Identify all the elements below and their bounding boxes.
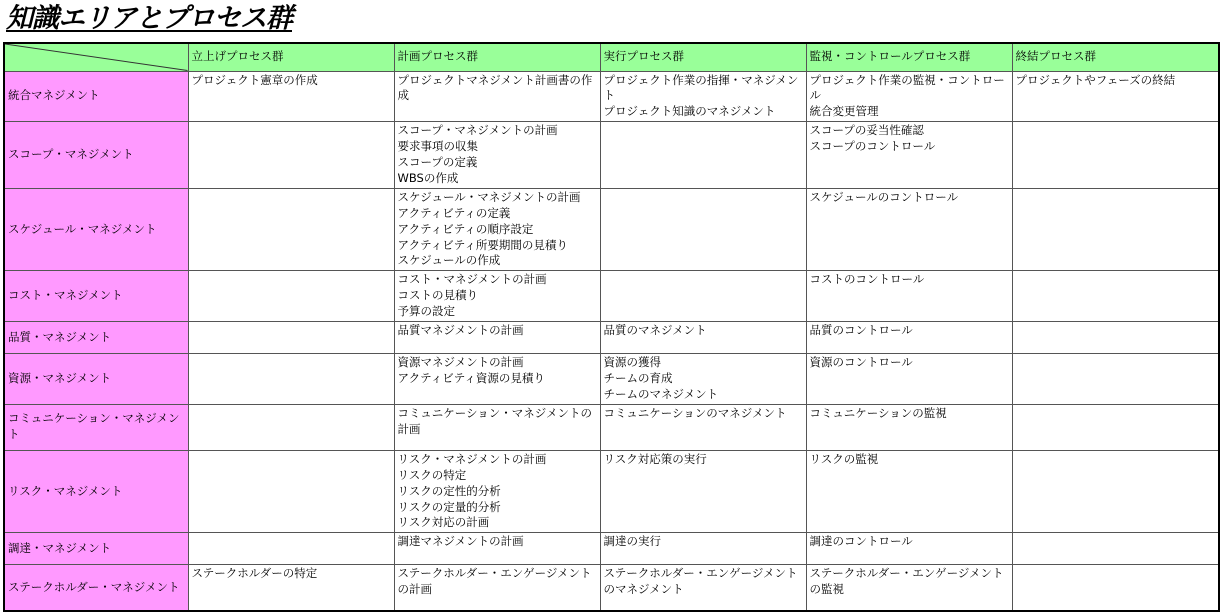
cell-risk-planning xyxy=(394,450,600,533)
process-item: WBSの作成 xyxy=(397,170,459,185)
cell-integration-closing xyxy=(1012,71,1219,122)
process-item: リスク・マネジメントの計画 xyxy=(397,451,547,466)
process-item: チームの育成 xyxy=(603,371,673,385)
cell-stakeholder-initiating xyxy=(188,565,394,611)
cell-risk-executing xyxy=(600,450,806,533)
process-item: プロジェクト作業の監視・コントロール xyxy=(809,72,1005,103)
cell-resource-planning xyxy=(394,354,600,405)
cell-communications-executing xyxy=(600,404,806,450)
table-row-risk xyxy=(4,450,1219,533)
cell-stakeholder-monitoring xyxy=(806,565,1012,611)
process-item: コミュニケーションの監視 xyxy=(809,405,947,420)
table-row-communications xyxy=(4,404,1219,450)
column-header-executing: 実行プロセス群 xyxy=(600,43,806,71)
cell-communications-closing xyxy=(1012,404,1219,450)
table-row-schedule xyxy=(4,188,1219,271)
row-header-resource: 資源・マネジメント xyxy=(4,354,188,405)
process-item: 統合変更管理 xyxy=(809,104,879,119)
cell-risk-monitoring xyxy=(806,450,1012,533)
cell-scope-monitoring xyxy=(806,122,1012,189)
process-item: リスクの定性的分析 xyxy=(397,483,501,498)
process-item: スケジュールのコントロール xyxy=(809,189,959,204)
cell-procurement-closing xyxy=(1012,533,1219,565)
cell-stakeholder-closing xyxy=(1012,565,1219,611)
cell-cost-monitoring xyxy=(806,271,1012,322)
cell-integration-monitoring xyxy=(806,71,1012,122)
corner-diagonal xyxy=(5,44,188,71)
column-header-initiating: 立上げプロセス群 xyxy=(188,43,394,71)
cell-quality-initiating xyxy=(188,322,394,354)
process-item: 品質のコントロール xyxy=(809,323,913,338)
process-item: 品質マネジメントの計画 xyxy=(397,323,524,338)
row-header-procurement: 調達・マネジメント xyxy=(4,533,188,565)
process-item: プロジェクト知識のマネジメント xyxy=(603,104,776,119)
column-header-planning: 計画プロセス群 xyxy=(394,43,600,71)
process-item: プロジェクトやフェーズの終結 xyxy=(1015,72,1176,87)
cell-procurement-executing xyxy=(600,533,806,565)
process-item: 予算の設定 xyxy=(397,304,455,319)
process-item: 資源の獲得 xyxy=(603,355,661,370)
cell-cost-executing xyxy=(600,271,806,322)
table-row-scope xyxy=(4,122,1219,189)
process-item: コミュニケーション・マネジメントの計画 xyxy=(397,405,592,436)
row-header-risk: リスク・マネジメント xyxy=(4,450,188,533)
process-item: アクティビティの順序設定 xyxy=(397,221,534,236)
row-header-cost: コスト・マネジメント xyxy=(4,271,188,322)
process-item: ステークホルダー・エンゲージメントの監視 xyxy=(809,566,1004,597)
row-header-integration: 統合マネジメント xyxy=(4,71,188,122)
table-row-cost xyxy=(4,271,1219,322)
process-item: アクティビティの定義 xyxy=(397,205,511,220)
row-header-quality: 品質・マネジメント xyxy=(4,322,188,354)
cell-resource-initiating xyxy=(188,354,394,405)
process-item: 資源のコントロール xyxy=(809,355,913,370)
cell-stakeholder-executing xyxy=(600,565,806,611)
table-row-stakeholder xyxy=(4,565,1219,611)
process-item: 資源マネジメントの計画 xyxy=(397,355,524,370)
process-item: ステークホルダーの特定 xyxy=(191,566,318,581)
cell-stakeholder-planning xyxy=(394,565,600,611)
process-item: スコープのコントロール xyxy=(809,139,936,154)
process-item: 要求事項の収集 xyxy=(397,139,478,154)
process-item: チームのマネジメント xyxy=(603,386,719,401)
process-matrix-table xyxy=(3,42,1220,612)
process-item: コストの見積り xyxy=(397,288,478,303)
cell-risk-closing xyxy=(1012,450,1219,533)
cell-resource-executing xyxy=(600,354,806,405)
process-item: スコープの妥当性確認 xyxy=(809,123,924,138)
cell-schedule-monitoring xyxy=(806,188,1012,271)
cell-quality-executing xyxy=(600,322,806,354)
cell-integration-initiating xyxy=(188,71,394,122)
cell-quality-planning xyxy=(394,322,600,354)
cell-scope-executing xyxy=(600,122,806,189)
process-item: プロジェクト作業の指揮・マネジメント xyxy=(603,72,799,103)
process-item: リスクの特定 xyxy=(397,467,467,482)
process-item: スコープ・マネジメントの計画 xyxy=(397,123,558,138)
process-item: 調達の実行 xyxy=(603,534,661,549)
process-item: ステークホルダー・エンゲージメントの計画 xyxy=(397,566,592,597)
process-item: スケジュールの作成 xyxy=(397,253,501,268)
cell-integration-planning xyxy=(394,71,600,122)
process-item: アクティビティ所要期間の見積り xyxy=(397,237,568,252)
process-item: 調達のコントロール xyxy=(809,534,913,549)
row-header-schedule: スケジュール・マネジメント xyxy=(4,188,188,271)
cell-communications-initiating xyxy=(188,404,394,450)
table-row-resource xyxy=(4,354,1219,405)
process-item: コミュニケーションのマネジメント xyxy=(603,405,787,420)
process-item: ステークホルダー・エンゲージメントのマネジメント xyxy=(603,566,798,597)
cell-schedule-planning xyxy=(394,188,600,271)
process-item: プロジェクトマネジメント計画書の作成 xyxy=(397,72,593,103)
column-header-monitoring: 監視・コントロールプロセス群 xyxy=(806,43,1012,71)
process-item: コスト・マネジメントの計画 xyxy=(397,272,547,287)
row-header-communications: コミュニケーション・マネジメント xyxy=(4,404,188,450)
process-item: コストのコントロール xyxy=(809,272,925,287)
page-title: 知識エリアとプロセス群 xyxy=(6,3,292,34)
cell-integration-executing xyxy=(600,71,806,122)
cell-cost-closing xyxy=(1012,271,1219,322)
process-item: リスク対応の計画 xyxy=(397,515,490,530)
cell-schedule-initiating xyxy=(188,188,394,271)
process-item: リスクの監視 xyxy=(809,451,879,466)
table-row-integration xyxy=(4,71,1219,122)
cell-scope-closing xyxy=(1012,122,1219,189)
process-item: プロジェクト憲章の作成 xyxy=(191,72,318,87)
cell-communications-planning xyxy=(394,404,600,450)
corner-cell xyxy=(4,43,188,71)
cell-procurement-monitoring xyxy=(806,533,1012,565)
row-header-scope: スコープ・マネジメント xyxy=(4,122,188,189)
cell-schedule-closing xyxy=(1012,188,1219,271)
cell-resource-monitoring xyxy=(806,354,1012,405)
cell-procurement-planning xyxy=(394,533,600,565)
cell-cost-planning xyxy=(394,271,600,322)
cell-quality-closing xyxy=(1012,322,1219,354)
process-item: リスク対応策の実行 xyxy=(603,451,707,466)
process-item: 品質のマネジメント xyxy=(603,323,707,338)
cell-quality-monitoring xyxy=(806,322,1012,354)
process-item: 調達マネジメントの計画 xyxy=(397,534,524,549)
cell-schedule-executing xyxy=(600,188,806,271)
table-row-quality xyxy=(4,322,1219,354)
cell-scope-initiating xyxy=(188,122,394,189)
process-item: リスクの定量的分析 xyxy=(397,499,501,514)
column-header-closing: 終結プロセス群 xyxy=(1012,43,1219,71)
cell-procurement-initiating xyxy=(188,533,394,565)
cell-resource-closing xyxy=(1012,354,1219,405)
cell-cost-initiating xyxy=(188,271,394,322)
row-header-stakeholder: ステークホルダー・マネジメント xyxy=(4,565,188,611)
process-item: アクティビティ資源の見積り xyxy=(397,371,545,385)
header-row xyxy=(4,43,1219,71)
table-row-procurement xyxy=(4,533,1219,565)
process-item: スケジュール・マネジメントの計画 xyxy=(397,189,581,204)
process-item: スコープの定義 xyxy=(397,155,478,170)
cell-scope-planning xyxy=(394,122,600,189)
cell-risk-initiating xyxy=(188,450,394,533)
cell-communications-monitoring xyxy=(806,404,1012,450)
